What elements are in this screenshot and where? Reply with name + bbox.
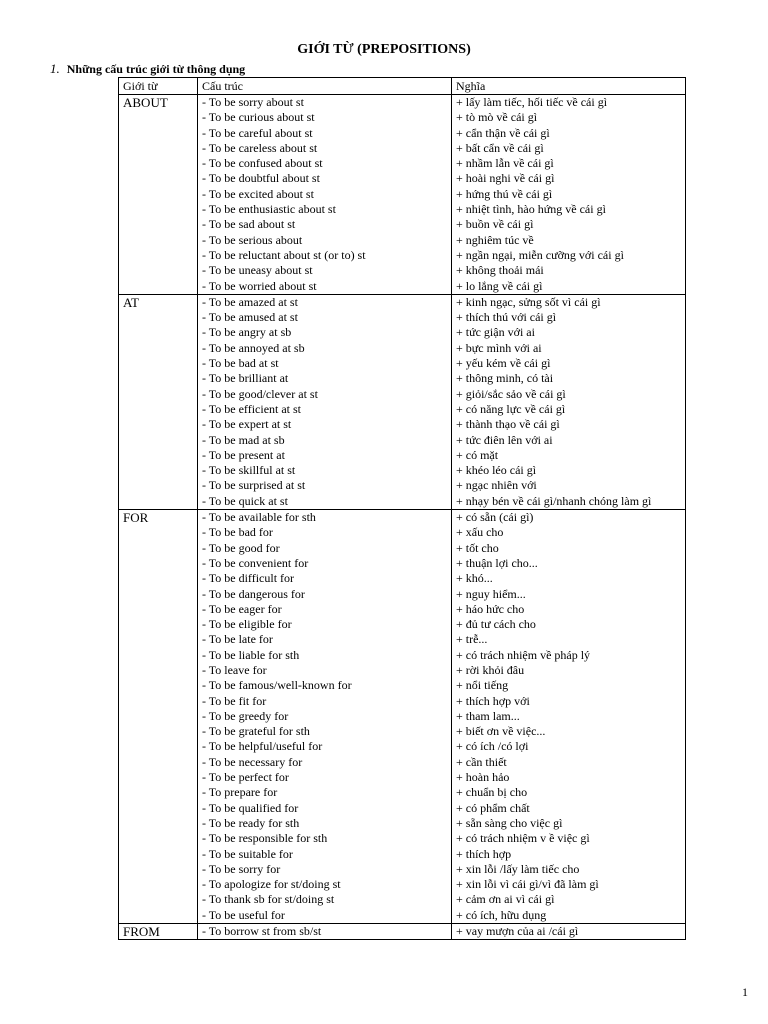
meaning-line: + nguy hiểm... bbox=[456, 586, 526, 601]
meaning-line: + nhầm lẫn về cái gì bbox=[456, 156, 554, 171]
meaning-line: + khéo léo cái gì bbox=[456, 463, 537, 478]
meaning-line: + kinh ngạc, sửng sốt vì cái gì bbox=[456, 294, 601, 309]
structure-line: - To be amused at st bbox=[202, 310, 298, 325]
meaning-line: + có sẵn (cái gì) bbox=[456, 510, 534, 525]
table-row bbox=[119, 924, 686, 940]
meaning-cell bbox=[452, 95, 686, 295]
meaning-line: + thích hợp với bbox=[456, 693, 530, 708]
structure-line: - To be careless about st bbox=[202, 140, 318, 155]
structure-line: - To be reluctant about st (or to) st bbox=[202, 247, 366, 262]
structure-line: - To be perfect for bbox=[202, 770, 289, 785]
structure-line: - To be greedy for bbox=[202, 708, 289, 723]
structure-line: - To be confused about st bbox=[202, 156, 323, 171]
meaning-line: + bất cẩn về cái gì bbox=[456, 140, 544, 155]
structure-line: - To be careful about st bbox=[202, 125, 313, 140]
meaning-line: + hoài nghi về cái gì bbox=[456, 171, 555, 186]
page-number: 1 bbox=[742, 985, 748, 999]
meaning-line: + có mặt bbox=[456, 447, 499, 462]
structure-line: - To be convenient for bbox=[202, 555, 309, 570]
header-meaning: Nghĩa bbox=[452, 78, 686, 95]
structure-line: - To be good for bbox=[202, 540, 280, 555]
structure-line: - To be enthusiastic about st bbox=[202, 202, 336, 217]
preposition-cell: FOR bbox=[119, 510, 198, 924]
structure-line: - To thank sb for st/doing st bbox=[202, 892, 335, 907]
structure-line: - To be qualified for bbox=[202, 800, 299, 815]
structure-line: - To be available for sth bbox=[202, 510, 316, 525]
meaning-line: + buồn về cái gì bbox=[456, 217, 534, 232]
structure-line: - To be sorry for bbox=[202, 861, 281, 876]
header-structure: Cấu trúc bbox=[198, 78, 452, 95]
structure-line: - To be necessary for bbox=[202, 754, 303, 769]
meaning-line: + chuẩn bị cho bbox=[456, 785, 528, 800]
meaning-line: + lấy làm tiếc, hối tiếc về cái gì bbox=[456, 95, 608, 109]
meaning-line: + bực mình với ai bbox=[456, 340, 542, 355]
meaning-cell bbox=[452, 510, 686, 924]
structure-cell bbox=[198, 924, 452, 940]
structure-line: - To be brilliant at bbox=[202, 371, 289, 386]
meaning-line: + giỏi/sắc sảo về cái gì bbox=[456, 386, 566, 401]
meaning-line: + rời khỏi đâu bbox=[456, 662, 525, 677]
structure-line: - To be suitable for bbox=[202, 846, 293, 861]
meaning-line: + lo lắng về cái gì bbox=[456, 278, 543, 293]
meaning-line: + có ích, hữu dụng bbox=[456, 907, 547, 922]
meaning-line: + thông minh, có tài bbox=[456, 371, 554, 386]
structure-line: - To be sorry about st bbox=[202, 95, 304, 109]
table-row bbox=[119, 510, 686, 924]
structure-line: - To be helpful/useful for bbox=[202, 739, 323, 754]
meaning-line: + hoàn hảo bbox=[456, 770, 510, 785]
meaning-line: + hứng thú về cái gì bbox=[456, 186, 553, 201]
meaning-line: + sẵn sàng cho việc gì bbox=[456, 815, 563, 830]
meaning-line: + cảm ơn ai vì cái gì bbox=[456, 892, 555, 907]
structure-line: - To be responsible for sth bbox=[202, 831, 328, 846]
meaning-line: + xin lỗi /lấy làm tiếc cho bbox=[456, 861, 580, 876]
page-title: GIỚI TỪ (PREPOSITIONS) bbox=[297, 42, 471, 57]
preposition-cell: ABOUT bbox=[119, 95, 198, 295]
structure-line: - To be eager for bbox=[202, 601, 282, 616]
structure-line: - To be angry at sb bbox=[202, 325, 292, 340]
structure-line: - To be serious about bbox=[202, 232, 303, 247]
section-number: 1. bbox=[50, 61, 60, 76]
meaning-line: + có năng lực về cái gì bbox=[456, 401, 566, 416]
meaning-line: + tham lam... bbox=[456, 708, 520, 723]
meaning-line: + tức điên lên với ai bbox=[456, 432, 553, 447]
meaning-line: + tò mò về cái gì bbox=[456, 110, 538, 125]
meaning-line: + vay mượn của ai /cái gì bbox=[456, 924, 579, 939]
structure-line: - To be mad at sb bbox=[202, 432, 285, 447]
meaning-line: + biết ơn về việc... bbox=[456, 724, 546, 739]
meaning-line: + thích hợp bbox=[456, 846, 512, 861]
meaning-line: + cần thiết bbox=[456, 754, 507, 769]
structure-line: - To be ready for sth bbox=[202, 815, 300, 830]
table-row bbox=[119, 95, 686, 295]
meaning-line: + có ích /có lợi bbox=[456, 739, 529, 754]
prepositions-table bbox=[118, 77, 686, 940]
structure-line: - To be eligible for bbox=[202, 617, 292, 632]
structure-line: - To be annoyed at sb bbox=[202, 340, 305, 355]
meaning-line: + ngần ngại, miễn cưỡng với cái gì bbox=[456, 247, 624, 262]
structure-line: - To be amazed at st bbox=[202, 294, 298, 309]
structure-line: - To be surprised at st bbox=[202, 478, 306, 493]
preposition-cell: FROM bbox=[119, 924, 198, 940]
structure-line: - To prepare for bbox=[202, 785, 278, 800]
structure-line: - To be grateful for sth bbox=[202, 724, 310, 739]
structure-line: - To borrow st from sb/st bbox=[202, 924, 322, 939]
meaning-line: + không thoải mái bbox=[456, 263, 544, 278]
meaning-line: + có phẩm chất bbox=[456, 800, 530, 815]
structure-line: - To be bad for bbox=[202, 525, 273, 540]
meaning-line: + trễ... bbox=[456, 632, 488, 647]
meaning-line: + có trách nhiệm v ề việc gì bbox=[456, 831, 590, 846]
structure-line: - To be liable for sth bbox=[202, 647, 300, 662]
structure-line: - To be useful for bbox=[202, 907, 285, 922]
meaning-line: + xin lỗi vì cái gì/vì đã làm gì bbox=[456, 877, 599, 892]
meaning-line: + tức giận với ai bbox=[456, 325, 535, 340]
meaning-line: + nhiệt tình, hào hứng về cái gì bbox=[456, 202, 606, 217]
meaning-line: + nổi tiếng bbox=[456, 678, 509, 693]
structure-line: - To be uneasy about st bbox=[202, 263, 313, 278]
meaning-line: + thích thú với cái gì bbox=[456, 310, 557, 325]
structure-line: - To be fit for bbox=[202, 693, 267, 708]
structure-line: - To leave for bbox=[202, 662, 267, 677]
structure-line: - To be late for bbox=[202, 632, 273, 647]
meaning-line: + ngạc nhiên với bbox=[456, 478, 537, 493]
meaning-line: + yếu kém về cái gì bbox=[456, 356, 551, 371]
header-preposition: Giới từ bbox=[119, 78, 198, 95]
meaning-line: + xấu cho bbox=[456, 525, 504, 540]
structure-line: - To be efficient at st bbox=[202, 401, 302, 416]
structure-line: - To be expert at st bbox=[202, 417, 292, 432]
preposition-cell: AT bbox=[119, 294, 198, 509]
structure-line: - To be quick at st bbox=[202, 493, 288, 508]
section-heading-text: Những cấu trúc giới từ thông dụng bbox=[66, 62, 246, 76]
structure-line: - To be excited about st bbox=[202, 186, 314, 201]
structure-cell bbox=[198, 510, 452, 924]
meaning-line: + tốt cho bbox=[456, 540, 499, 555]
table-header-row bbox=[119, 78, 686, 95]
structure-cell bbox=[198, 95, 452, 295]
structure-line: - To be good/clever at st bbox=[202, 386, 318, 401]
meaning-cell bbox=[452, 294, 686, 509]
structure-line: - To be curious about st bbox=[202, 110, 315, 125]
structure-line: - To be difficult for bbox=[202, 571, 295, 586]
meaning-line: + thuận lợi cho... bbox=[456, 555, 538, 570]
meaning-line: + thành thạo về cái gì bbox=[456, 417, 560, 432]
structure-line: - To apologize for st/doing st bbox=[202, 877, 341, 892]
structure-cell bbox=[198, 294, 452, 509]
structure-line: - To be skillful at st bbox=[202, 463, 296, 478]
meaning-line: + khó... bbox=[456, 571, 493, 586]
meaning-line: + nhạy bén về cái gì/nhanh chóng làm gì bbox=[456, 493, 652, 508]
section-heading bbox=[50, 61, 245, 77]
meaning-line: + nghiêm túc về bbox=[456, 232, 534, 247]
structure-line: - To be doubtful about st bbox=[202, 171, 320, 186]
structure-line: - To be sad about st bbox=[202, 217, 296, 232]
meaning-line: + háo hức cho bbox=[456, 601, 525, 616]
structure-line: - To be famous/well-known for bbox=[202, 678, 352, 693]
structure-line: - To be dangerous for bbox=[202, 586, 305, 601]
structure-line: - To be worried about st bbox=[202, 278, 317, 293]
table-row bbox=[119, 294, 686, 509]
meaning-cell bbox=[452, 924, 686, 940]
meaning-line: + đủ tư cách cho bbox=[456, 617, 536, 632]
meaning-line: + có trách nhiệm về pháp lý bbox=[456, 647, 591, 662]
structure-line: - To be bad at st bbox=[202, 356, 279, 371]
meaning-line: + cẩn thận về cái gì bbox=[456, 125, 550, 140]
structure-line: - To be present at bbox=[202, 447, 285, 462]
